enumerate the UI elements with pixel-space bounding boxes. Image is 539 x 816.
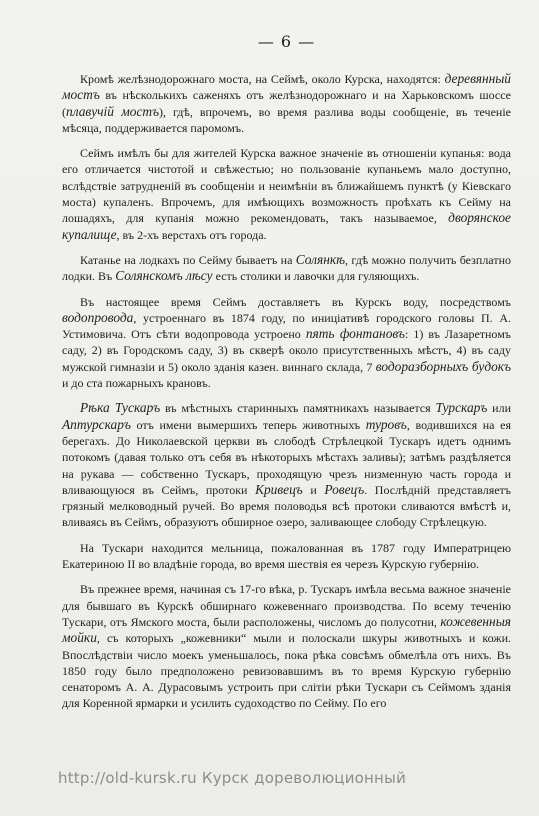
paragraph-text: Сеймъ имѣлъ бы для жителей Курска важное значеніе въ отношеніи купанья: вода его отличается чистотой и свѣжестью; но пользованіе купаньемъ мало доступно, вслѣдствіе затрудненій въ сообщеніи и неимѣніи въ ближайшемъ пунктѣ (у Кіевскаго моста) купаленъ. Впрочемъ, для имѣющихъ возможность проѣхать къ Сейму на лошадяхъ, для купанія можно рекомендовать, такъ называемое,	[62, 146, 511, 226]
emphasis-text: дворянское купалище	[62, 210, 511, 242]
emphasis-text: Солянскомъ лѣсу	[115, 268, 213, 284]
emphasis-text: водопровода	[62, 309, 134, 325]
emphasis-text: Ровецъ	[324, 481, 365, 497]
paragraph	[62, 71, 511, 136]
page-number: — 6 —	[257, 32, 316, 51]
paragraph-text: На Тускари находится мельница, пожалованная въ 1787 году Императрицею Екатериною II во владѣніе города, во время шествія ея черезъ Курскую губернію.	[62, 540, 511, 572]
paragraph-text: и до ста пожарныхъ крановъ.	[62, 376, 211, 391]
paragraph	[62, 294, 511, 392]
paragraph-text: , съ которыхъ „кожевники“ мыли и полоскали шкуры животныхъ и кожи. Впослѣдствіи число моекъ уменьшалось, пока рѣка совсѣмъ обмелѣла отъ нихъ. Въ 1850 году было предположено ревизовавшимъ въ то время Курскую губернію сенаторомъ А. А. Дурасовымъ устроить при слітіи рѣки Тускари съ Сеймомъ зданія для Коренной ярмарки и усилить судоходство по Сейму. По его	[62, 631, 511, 711]
paragraph-text: Кромѣ желѣзнодорожнаго моста, на Сеймѣ, около Курска, находятся:	[80, 72, 445, 86]
paragraph-text: ), гдѣ, впрочемъ, во время разлива воды сообщеніе, въ теченіе мѣсяца, поддерживается паромомъ.	[62, 104, 511, 135]
paragraph-text: : 1) въ Лазаретномъ саду, 2) въ Городскомъ саду, 3) въ скверѣ около присутственныхъ мѣстъ, 4) въ саду мужской гимназіи и 5) около зданія казен. виннаго склада, 7	[62, 327, 512, 374]
paragraph-text: Въ прежнее время, начиная съ 17-го вѣка, р. Тускаръ имѣла весьма важное значеніе для бывшаго въ Курскѣ обширнаго кожевеннаго производства. По всему теченію Тускари, отъ Ямского моста, были расположены, числомъ до полусотни,	[62, 582, 511, 629]
paragraph	[62, 581, 511, 711]
paragraph	[62, 540, 511, 573]
emphasis-text: пять фонтановъ	[305, 326, 405, 342]
emphasis-text: Рѣка Тускаръ	[80, 400, 161, 416]
emphasis-text: Турскаръ	[435, 400, 488, 416]
emphasis-text: водоразборныхъ будокъ	[375, 358, 511, 374]
paragraph	[62, 252, 511, 285]
paragraph-text: въ мѣстныхъ старинныхъ памятникахъ называется	[160, 401, 436, 416]
paragraph	[62, 145, 511, 243]
paragraph-text: , гдѣ можно получить безплатно лодки. Въ	[62, 252, 511, 284]
paragraph-text: . Послѣдній представляетъ грязный мелководный ручей. Во время половодья всѣ протоки сливаются вмѣстѣ и, вливаясь въ Сеймъ, образуютъ обширное озеро, заливающее слободу Стрѣлецкую.	[62, 482, 512, 530]
emphasis-text: Солянкѣ	[295, 251, 346, 267]
paragraph-text: , водившихся на ея берегахъ. До Николаевской церкви въ слободѣ Стрѣлецкой Тускаръ идетъ однимъ потокомъ (давая только отъ себя въ нѣкоторыхъ мѣстахъ заливы); затѣмъ раздѣляется на рукава — собственно Тускаръ, проходящую чрезъ низменную часть города и вливающуюся въ Сеймъ, протоки	[62, 417, 511, 497]
emphasis-text: Аптурскаръ	[62, 416, 131, 432]
paragraph-text: въ нѣсколькихъ саженяхъ отъ желѣзнодорожнаго и на Харьковскомъ шоссе (	[62, 88, 511, 119]
emphasis-text: туровъ	[365, 416, 407, 432]
paragraph-text: Катанье на лодкахъ по Сейму бываетъ на	[80, 252, 296, 267]
watermark-text: http://old-kursk.ru Курск дореволюционный	[58, 769, 407, 787]
emphasis-text: Кривецъ	[255, 481, 303, 497]
emphasis-text: деревянный мостъ	[62, 71, 511, 103]
paragraph-text: , въ 2-хъ верстахъ отъ города.	[116, 227, 267, 242]
emphasis-text: кожевенныя мойки	[62, 613, 511, 646]
paragraph-text: и	[302, 482, 325, 497]
emphasis-text: плавучій мостъ	[66, 103, 160, 119]
paragraph-text: или	[487, 401, 511, 416]
paragraph	[62, 400, 511, 530]
paragraph-text: отъ имени вымершихъ теперь животныхъ	[130, 417, 366, 432]
paragraph-text: Въ настоящее время Сеймъ доставляетъ въ Курскъ воду, посредствомъ	[80, 294, 511, 309]
paragraph-text: есть столики и лавочки для гуляющихъ.	[212, 269, 420, 284]
paragraph-text: , устроеннаго въ 1874 году, по иниціативѣ городского головы П. А. Устимовича. Отъ сѣти водопровода устроено	[62, 310, 511, 342]
